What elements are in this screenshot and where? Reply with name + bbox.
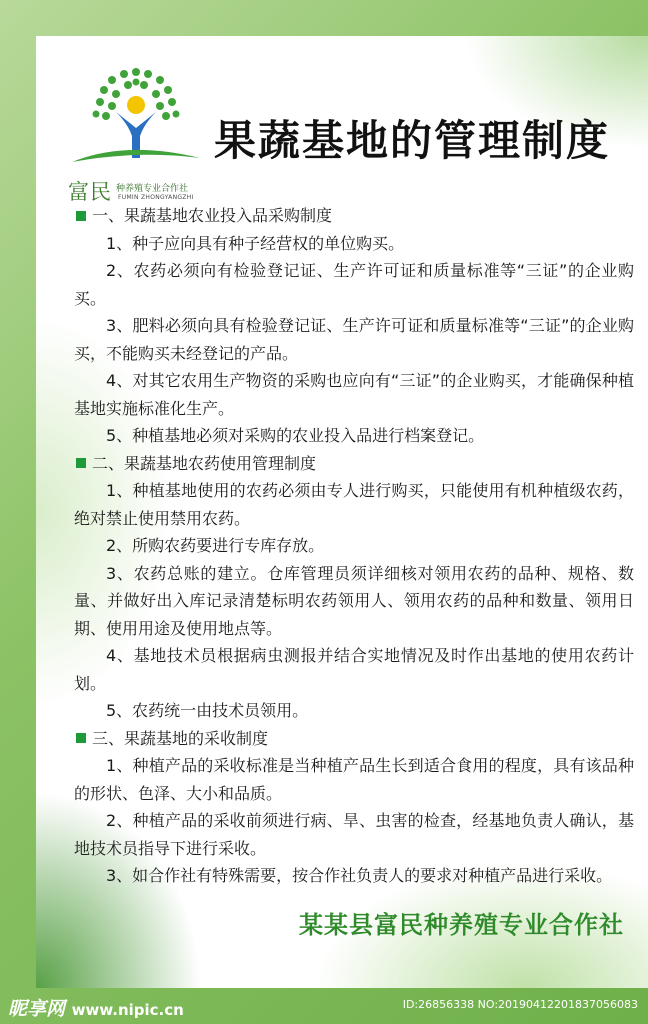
list-item: 5、种植基地必须对采购的农业投入品进行档案登记。: [106, 426, 485, 445]
list-item: 2、所购农药要进行专库存放。: [106, 536, 325, 555]
regulation-body: [74, 202, 634, 890]
list-item: 4、基地技术员根据病虫测报并结合实地情况及时作出基地的使用农药计划。: [74, 646, 634, 693]
logo: [66, 58, 206, 204]
watermark-brand: [8, 994, 184, 1021]
section-heading: [76, 450, 634, 478]
square-bullet-icon: [76, 211, 86, 221]
list-item: 1、种植产品的采收标准是当种植产品生长到适合食用的程度，具有该品种的形状、色泽、大小和品质。: [74, 756, 634, 803]
list-item: 5、农药统一由技术员领用。: [106, 701, 309, 720]
list-item: 3、农药总账的建立。仓库管理员须详细核对领用农药的品种、规格、数量、并做好出入库记录清楚标明农药领用人、领用农药的品种和数量、领用日期、使用用途及使用地点等。: [74, 563, 634, 638]
logo-pinyin: FUMIN ZHONGYANGZHI: [118, 194, 194, 201]
watermark-url: www.nipic.cn: [71, 1001, 184, 1019]
organization-name: 某某县富民种养殖专业合作社: [299, 911, 624, 939]
section-heading: [76, 202, 634, 230]
list-item: 1、种植基地使用的农药必须由专人进行购买，只能使用有机种植级农药，绝对禁止使用禁用农药。: [74, 481, 634, 528]
list-item: 3、肥料必须向具有检验登记证、生产许可证和质量标准等“三证”的企业购买，不能购买未经登记的产品。: [74, 316, 634, 363]
watermark-brand-text: 昵享网: [8, 998, 66, 1020]
square-bullet-icon: [76, 458, 86, 468]
list-item: 2、种植产品的采收前须进行病、旱、虫害的检查，经基地负责人确认，基地技术员指导下进行采收。: [74, 811, 634, 858]
logo-name: 富民: [68, 180, 112, 204]
page-title: 果蔬基地的管理制度: [214, 116, 611, 165]
poster: [36, 36, 648, 988]
logo-subtitle: 种养殖专业合作社: [116, 184, 189, 194]
section-heading-text: 二、果蔬基地农药使用管理制度: [92, 453, 317, 473]
section-heading-text: 一、果蔬基地农业投入品采购制度: [92, 206, 333, 225]
list-item: 3、如合作社有特殊需要，按合作社负责人的要求对种植产品进行采收。: [106, 866, 613, 885]
tree-logo-icon: [66, 58, 206, 178]
watermark-id: ID:26856338 NO:20190412201837056083: [402, 998, 638, 1011]
section-heading: [76, 725, 634, 753]
section-heading-text: 三、果蔬基地的采收制度: [92, 728, 269, 748]
square-bullet-icon: [76, 733, 86, 743]
list-item: 1、种子应向具有种子经营权的单位购买。: [106, 233, 405, 253]
list-item: 4、对其它农用生产物资的采购也应向有“三证”的企业购买，才能确保种植基地实施标准化生产。: [74, 371, 634, 418]
list-item: 2、农药必须向有检验登记证、生产许可证和质量标准等“三证”的企业购买。: [74, 261, 634, 308]
